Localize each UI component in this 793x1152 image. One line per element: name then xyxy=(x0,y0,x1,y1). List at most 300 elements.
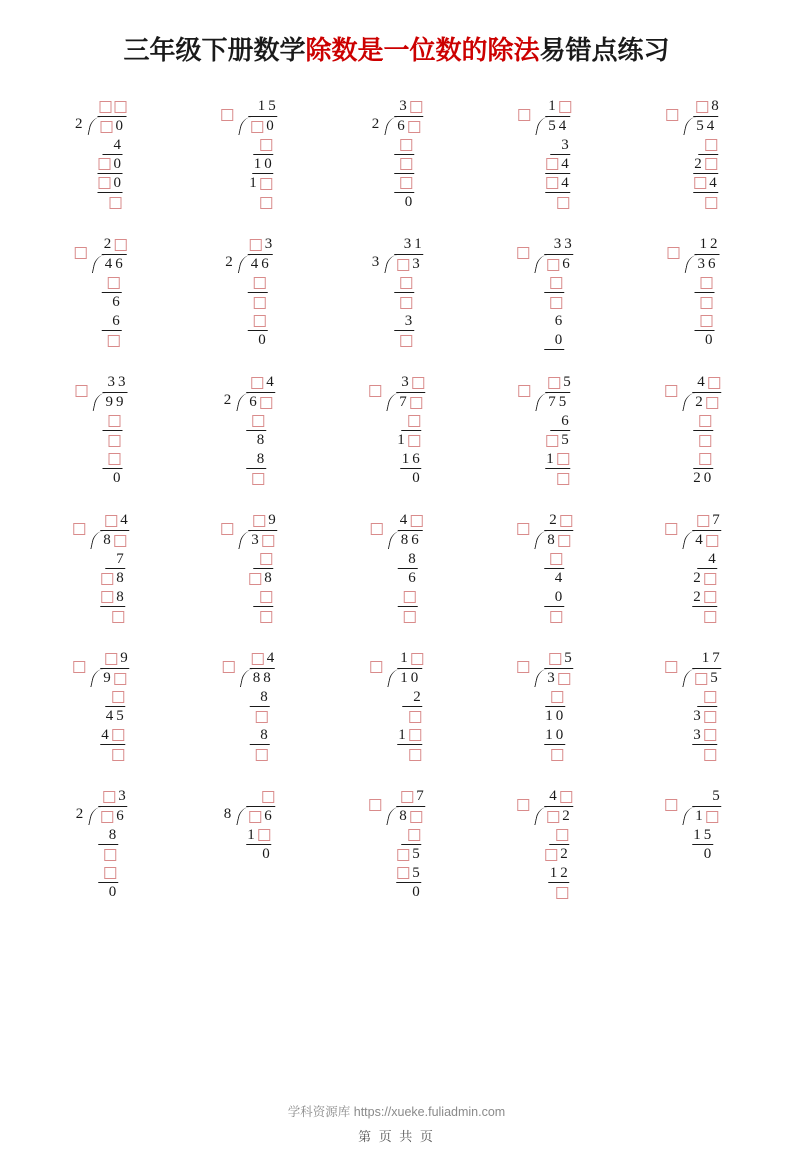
divisor xyxy=(666,235,683,271)
answer-box[interactable] xyxy=(704,611,716,623)
work-area xyxy=(246,826,274,864)
answer-box[interactable] xyxy=(103,791,115,803)
dividend xyxy=(394,116,424,136)
answer-box[interactable] xyxy=(401,791,413,803)
answer-box[interactable] xyxy=(109,415,121,427)
dividend-row xyxy=(533,254,574,274)
work-area xyxy=(396,412,424,488)
division-body xyxy=(235,373,276,488)
answer-box[interactable] xyxy=(397,849,409,861)
answer-box[interactable] xyxy=(101,573,113,585)
answer-box[interactable] xyxy=(408,121,420,133)
answer-box[interactable] xyxy=(254,297,266,309)
work-row xyxy=(402,688,422,707)
answer-box[interactable] xyxy=(666,109,678,121)
digit: 1 xyxy=(545,708,553,724)
answer-box[interactable] xyxy=(251,121,263,133)
digit: 2 xyxy=(710,236,718,252)
answer-box[interactable] xyxy=(547,811,559,823)
answer-box[interactable] xyxy=(517,523,529,535)
division-body xyxy=(86,97,128,212)
divisor xyxy=(222,373,235,409)
answer-box[interactable] xyxy=(704,591,716,603)
answer-box[interactable] xyxy=(369,799,381,811)
answer-box[interactable] xyxy=(370,661,382,673)
answer-box[interactable] xyxy=(115,101,127,113)
answer-box[interactable] xyxy=(550,297,562,309)
answer-box[interactable] xyxy=(260,197,272,209)
digit: 9 xyxy=(116,394,124,410)
answer-box[interactable] xyxy=(101,811,113,823)
page-title xyxy=(0,30,793,67)
digit: 5 xyxy=(703,826,712,843)
digit: 2 xyxy=(371,116,380,132)
divisor xyxy=(665,97,682,133)
answer-box[interactable] xyxy=(101,121,113,133)
problem-cell xyxy=(175,231,323,369)
answer-box[interactable] xyxy=(105,653,117,665)
answer-box[interactable] xyxy=(109,197,121,209)
digit: 4 xyxy=(561,174,569,191)
dividend xyxy=(394,254,424,274)
answer-box[interactable] xyxy=(665,523,677,535)
answer-box[interactable] xyxy=(518,385,530,397)
digit: 2 xyxy=(694,155,702,172)
answer-box[interactable] xyxy=(706,811,718,823)
work-row xyxy=(544,293,564,312)
answer-box[interactable] xyxy=(699,453,711,465)
work-row xyxy=(394,136,414,155)
answer-box[interactable] xyxy=(704,573,716,585)
answer-box[interactable] xyxy=(112,749,124,761)
answer-box[interactable] xyxy=(223,661,235,673)
answer-box[interactable] xyxy=(100,101,112,113)
answer-box[interactable] xyxy=(695,673,707,685)
quotient-row xyxy=(534,97,573,116)
answer-box[interactable] xyxy=(560,791,572,803)
answer-box[interactable] xyxy=(517,799,529,811)
answer-box[interactable] xyxy=(108,335,120,347)
answer-box[interactable] xyxy=(371,523,383,535)
work-row xyxy=(396,431,422,450)
work-row xyxy=(544,274,564,293)
answer-box[interactable] xyxy=(701,315,713,327)
division-body xyxy=(386,511,424,626)
answer-box[interactable] xyxy=(704,691,716,703)
digit: 3 xyxy=(118,788,126,804)
answer-box[interactable] xyxy=(518,109,530,121)
work-row xyxy=(693,412,713,431)
answer-box[interactable] xyxy=(104,849,116,861)
work-row xyxy=(692,707,718,726)
division-body xyxy=(534,373,573,488)
answer-box[interactable] xyxy=(73,523,85,535)
answer-box[interactable] xyxy=(400,335,412,347)
work-row xyxy=(246,469,266,488)
dividend-row xyxy=(91,392,127,412)
answer-box[interactable] xyxy=(76,385,88,397)
answer-box[interactable] xyxy=(697,515,709,527)
answer-box[interactable] xyxy=(550,553,562,565)
digit: 7 xyxy=(548,394,556,410)
page-number: 第 页 共 页 xyxy=(358,1129,435,1144)
work-row xyxy=(693,155,719,174)
answer-box[interactable] xyxy=(706,397,718,409)
answer-box[interactable] xyxy=(556,887,568,899)
division-body xyxy=(385,787,426,902)
work-row xyxy=(246,826,272,845)
answer-box[interactable] xyxy=(397,867,409,879)
digit: 2 xyxy=(693,588,701,605)
answer-box[interactable] xyxy=(262,535,274,547)
answer-box[interactable] xyxy=(114,673,126,685)
divisor xyxy=(220,97,237,133)
digit: 1 xyxy=(546,450,554,467)
problem-cell xyxy=(27,231,175,369)
division-bracket-icon xyxy=(238,668,249,688)
digit: 8 xyxy=(408,550,416,567)
quotient-row xyxy=(86,97,128,116)
answer-box[interactable] xyxy=(701,297,713,309)
divisor xyxy=(517,97,534,133)
answer-box[interactable] xyxy=(550,277,562,289)
answer-box[interactable] xyxy=(404,611,416,623)
answer-box[interactable] xyxy=(400,277,412,289)
digit: 2 xyxy=(560,846,568,862)
answer-box[interactable] xyxy=(547,259,559,271)
answer-box[interactable] xyxy=(250,239,262,251)
answer-box[interactable] xyxy=(249,811,261,823)
work-row xyxy=(247,312,267,331)
long-division xyxy=(222,787,276,864)
answer-box[interactable] xyxy=(699,435,711,447)
divisor xyxy=(368,373,385,409)
digit: 0 xyxy=(555,726,564,743)
digit: 8 xyxy=(260,726,268,743)
answer-box[interactable] xyxy=(706,535,718,547)
long-division xyxy=(664,787,722,864)
answer-box[interactable] xyxy=(256,749,268,761)
dividend xyxy=(100,530,130,550)
work-row xyxy=(246,431,266,450)
answer-box[interactable] xyxy=(517,661,529,673)
answer-box[interactable] xyxy=(252,415,264,427)
digit: 4 xyxy=(120,512,128,528)
answer-box[interactable] xyxy=(708,377,720,389)
work-row xyxy=(697,745,717,764)
problem-cell xyxy=(175,93,323,231)
division-bracket-icon xyxy=(683,254,694,274)
answer-box[interactable] xyxy=(696,101,708,113)
answer-box[interactable] xyxy=(408,435,420,447)
answer-box[interactable] xyxy=(412,377,424,389)
answer-box[interactable] xyxy=(73,661,85,673)
division-body xyxy=(383,235,424,350)
long-division xyxy=(666,235,719,350)
answer-box[interactable] xyxy=(252,653,264,665)
answer-box[interactable] xyxy=(665,661,677,673)
digit: 5 xyxy=(564,650,572,666)
answer-box[interactable] xyxy=(254,277,266,289)
digit: 6 xyxy=(408,570,416,586)
digit: 6 xyxy=(112,312,120,329)
work-row xyxy=(545,688,565,707)
answer-box[interactable] xyxy=(699,415,711,427)
long-division xyxy=(370,235,424,350)
answer-box[interactable] xyxy=(410,397,422,409)
dividend xyxy=(544,530,574,550)
work-area xyxy=(692,688,720,764)
digit: 3 xyxy=(118,374,126,390)
answer-box[interactable] xyxy=(704,711,716,723)
answer-box[interactable] xyxy=(559,101,571,113)
answer-box[interactable] xyxy=(665,799,677,811)
digit: 5 xyxy=(548,118,556,134)
answer-box[interactable] xyxy=(252,473,264,485)
answer-box[interactable] xyxy=(409,711,421,723)
digit: 4 xyxy=(706,118,715,134)
answer-box[interactable] xyxy=(258,829,270,841)
answer-box[interactable] xyxy=(557,453,569,465)
answer-box[interactable] xyxy=(545,849,557,861)
work-row xyxy=(694,274,714,293)
digit: 1 xyxy=(249,175,257,191)
work-row xyxy=(698,193,718,212)
answer-box[interactable] xyxy=(109,435,121,447)
dividend xyxy=(545,392,570,412)
answer-box[interactable] xyxy=(548,377,560,389)
work-area xyxy=(97,136,125,212)
answer-box[interactable] xyxy=(114,239,126,251)
digit: 8 xyxy=(108,826,117,843)
answer-box[interactable] xyxy=(221,523,233,535)
problem-cell xyxy=(471,93,619,231)
long-division xyxy=(664,373,722,488)
answer-box[interactable] xyxy=(75,247,87,259)
work-area xyxy=(692,550,720,626)
answer-box[interactable] xyxy=(408,415,420,427)
answer-box[interactable] xyxy=(557,197,569,209)
answer-box[interactable] xyxy=(104,867,116,879)
answer-box[interactable] xyxy=(668,247,680,259)
dividend xyxy=(544,668,574,688)
answer-box[interactable] xyxy=(400,158,412,170)
dividend-row xyxy=(86,116,127,136)
answer-box[interactable] xyxy=(551,749,563,761)
quotient-row xyxy=(533,511,574,530)
answer-box[interactable] xyxy=(108,277,120,289)
answer-box[interactable] xyxy=(260,553,272,565)
digit: 4 xyxy=(554,570,563,586)
digit: 1 xyxy=(257,98,266,114)
work-area xyxy=(394,136,416,212)
division-bracket-icon xyxy=(681,392,692,412)
answer-box[interactable] xyxy=(397,259,409,271)
work-row xyxy=(394,312,414,331)
division-bracket-icon xyxy=(235,392,246,412)
answer-box[interactable] xyxy=(112,691,124,703)
dividend xyxy=(249,668,274,688)
answer-box[interactable] xyxy=(260,178,272,190)
answer-box[interactable] xyxy=(112,611,124,623)
answer-box[interactable] xyxy=(701,277,713,289)
division-bracket-icon xyxy=(86,116,97,136)
divisor xyxy=(516,787,533,823)
answer-box[interactable] xyxy=(404,591,416,603)
answer-box[interactable] xyxy=(410,101,422,113)
problem-cell xyxy=(27,369,175,507)
answer-box[interactable] xyxy=(109,453,121,465)
division-body xyxy=(235,787,276,864)
answer-box[interactable] xyxy=(254,315,266,327)
dividend xyxy=(246,392,276,412)
work-area xyxy=(545,136,573,212)
dividend-row xyxy=(237,116,278,136)
answer-box[interactable] xyxy=(369,385,381,397)
answer-box[interactable] xyxy=(549,653,561,665)
work-row xyxy=(246,412,266,431)
answer-box[interactable] xyxy=(400,297,412,309)
answer-box[interactable] xyxy=(249,573,261,585)
digit: 0 xyxy=(554,331,563,348)
long-division xyxy=(516,511,574,626)
answer-box[interactable] xyxy=(705,197,717,209)
digit: 3 xyxy=(553,236,562,252)
division-bracket-icon xyxy=(533,668,544,688)
answer-box[interactable] xyxy=(221,109,233,121)
answer-box[interactable] xyxy=(694,177,706,189)
digit: 0 xyxy=(113,174,121,191)
division-bracket-icon xyxy=(533,806,544,826)
dividend xyxy=(396,806,426,826)
answer-box[interactable] xyxy=(546,177,558,189)
digit: 4 xyxy=(709,174,717,191)
digit: 9 xyxy=(103,670,111,686)
answer-box[interactable] xyxy=(260,611,272,623)
digit: 6 xyxy=(412,450,420,467)
digit: 5 xyxy=(268,98,276,114)
answer-box[interactable] xyxy=(704,749,716,761)
work-row xyxy=(549,826,569,845)
work-row xyxy=(692,826,713,845)
work-row xyxy=(101,293,121,312)
work-area xyxy=(396,826,424,902)
work-row xyxy=(544,588,564,607)
answer-box[interactable] xyxy=(558,673,570,685)
answer-box[interactable] xyxy=(409,749,421,761)
digit: 1 xyxy=(414,236,422,252)
problem-cell xyxy=(471,507,619,645)
digit: 5 xyxy=(412,846,420,862)
work-row xyxy=(248,174,274,193)
dividend-row xyxy=(235,392,276,412)
problem-cell xyxy=(619,369,767,507)
answer-box[interactable] xyxy=(560,515,572,527)
answer-box[interactable] xyxy=(112,729,124,741)
work-row xyxy=(246,450,266,469)
answer-box[interactable] xyxy=(99,158,111,170)
answer-box[interactable] xyxy=(546,158,558,170)
digit: 7 xyxy=(416,788,424,804)
long-division xyxy=(516,235,574,350)
work-row xyxy=(102,431,122,450)
answer-box[interactable] xyxy=(114,535,126,547)
answer-box[interactable] xyxy=(410,515,422,527)
work-area xyxy=(693,136,721,212)
division-body xyxy=(533,787,574,902)
answer-box[interactable] xyxy=(557,473,569,485)
answer-box[interactable] xyxy=(411,653,423,665)
quotient-row xyxy=(383,97,424,116)
answer-box[interactable] xyxy=(558,535,570,547)
answer-box[interactable] xyxy=(665,385,677,397)
long-division xyxy=(73,97,128,212)
answer-box[interactable] xyxy=(410,811,422,823)
answer-box[interactable] xyxy=(260,139,272,151)
digit: 5 xyxy=(710,670,718,686)
quotient-row xyxy=(237,97,278,116)
digit: 2 xyxy=(693,470,701,486)
work-row xyxy=(545,450,571,469)
division-bracket-icon xyxy=(89,668,100,688)
answer-box[interactable] xyxy=(253,515,265,527)
division-bracket-icon xyxy=(385,806,396,826)
long-division xyxy=(72,511,130,626)
digit: 0 xyxy=(113,470,121,486)
answer-box[interactable] xyxy=(517,247,529,259)
work-row xyxy=(692,569,718,588)
answer-box[interactable] xyxy=(262,791,274,803)
answer-box[interactable] xyxy=(705,139,717,151)
divisor xyxy=(516,511,533,547)
division-body xyxy=(91,373,127,488)
answer-box[interactable] xyxy=(260,397,272,409)
answer-box[interactable] xyxy=(551,691,563,703)
answer-box[interactable] xyxy=(704,729,716,741)
answer-box[interactable] xyxy=(705,158,717,170)
answer-box[interactable] xyxy=(260,591,272,603)
divisor xyxy=(370,235,383,271)
answer-box[interactable] xyxy=(256,711,268,723)
long-division xyxy=(369,511,424,626)
work-row xyxy=(544,312,564,331)
dividend-row xyxy=(385,392,426,412)
dividend-row xyxy=(385,806,426,826)
answer-box[interactable] xyxy=(251,377,263,389)
dividend-row xyxy=(87,806,128,826)
work-area xyxy=(694,274,716,350)
answer-box[interactable] xyxy=(546,435,558,447)
work-row xyxy=(550,193,570,212)
work-row xyxy=(100,726,126,745)
answer-box[interactable] xyxy=(550,611,562,623)
digit: 5 xyxy=(712,788,720,804)
answer-box[interactable] xyxy=(101,591,113,603)
answer-box[interactable] xyxy=(409,729,421,741)
answer-box[interactable] xyxy=(105,515,117,527)
answer-box[interactable] xyxy=(556,829,568,841)
work-row xyxy=(100,569,126,588)
digit: 0 xyxy=(404,194,413,210)
answer-box[interactable] xyxy=(99,177,111,189)
quotient-row xyxy=(237,511,278,530)
answer-box[interactable] xyxy=(400,139,412,151)
digit: 9 xyxy=(120,650,128,666)
answer-box[interactable] xyxy=(408,829,420,841)
answer-box[interactable] xyxy=(400,177,412,189)
long-division xyxy=(517,373,573,488)
digit: 1 xyxy=(548,98,556,114)
